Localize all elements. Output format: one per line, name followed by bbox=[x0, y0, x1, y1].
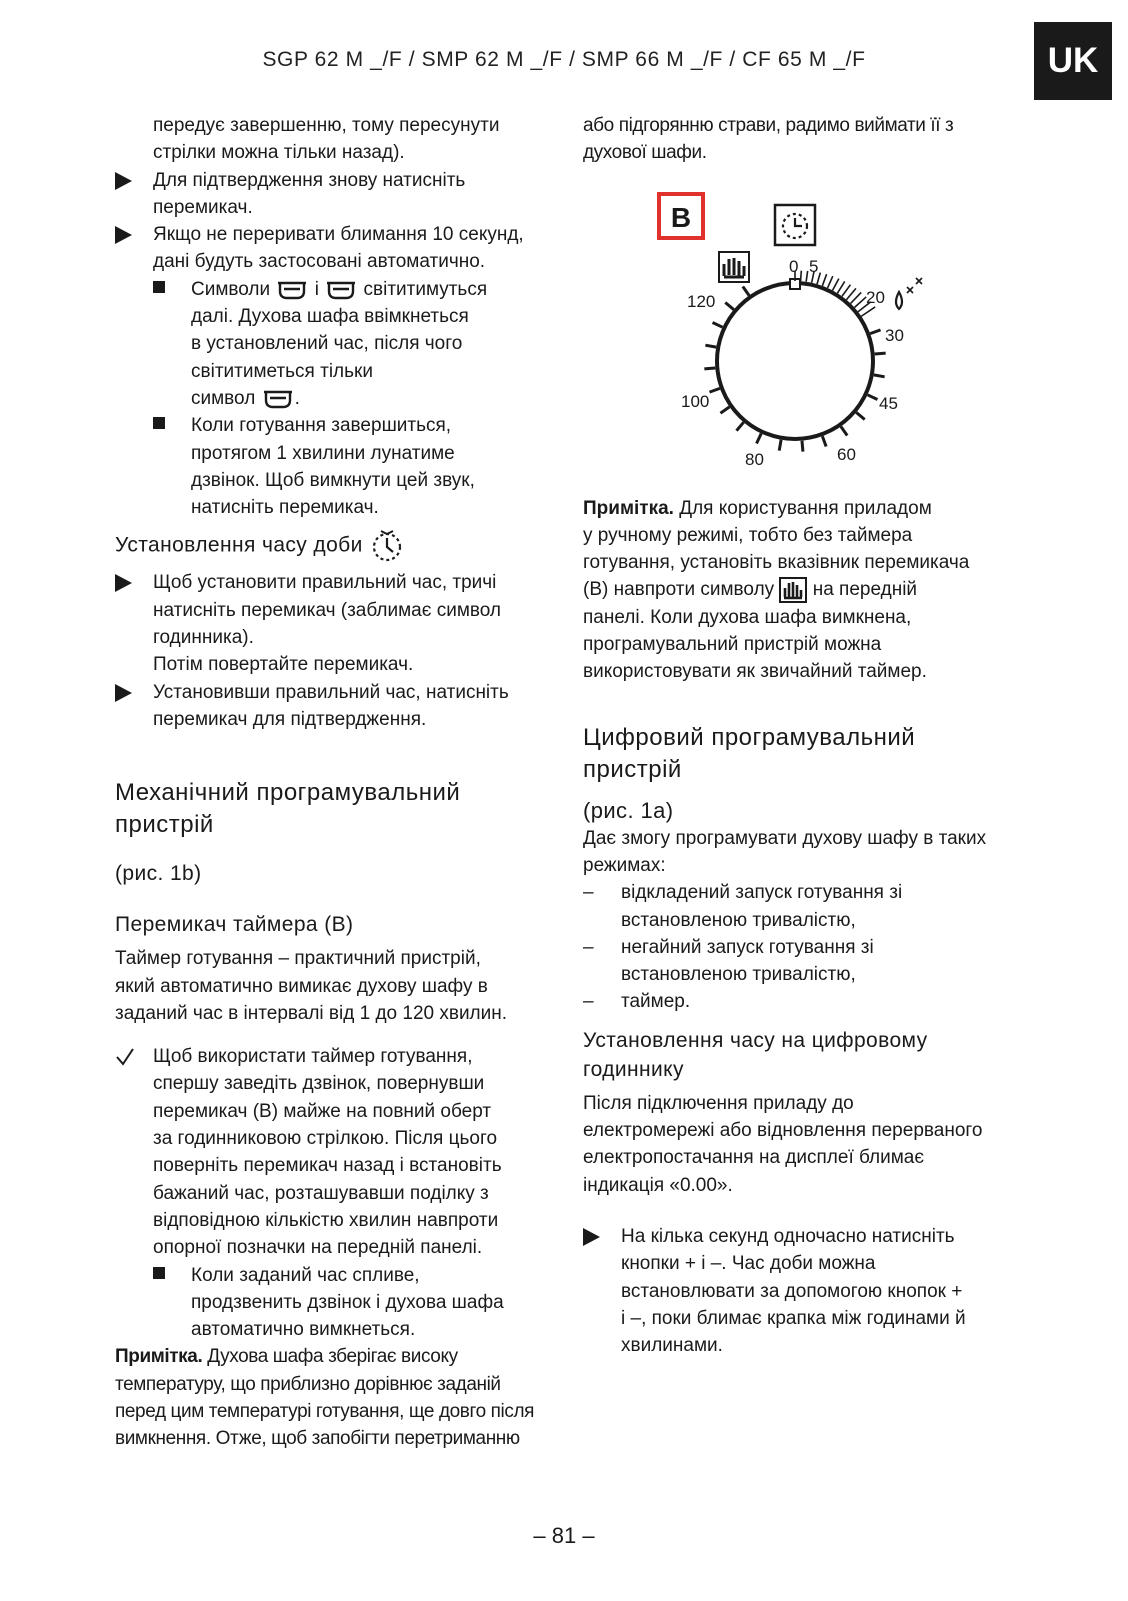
paragraph bbox=[583, 1090, 1023, 1199]
paragraph bbox=[583, 825, 1023, 880]
text-line: Коли готування завершиться, bbox=[191, 415, 452, 437]
text-line: Установивши правильний час, натисніть bbox=[153, 681, 509, 703]
note-paragraph bbox=[115, 1343, 555, 1452]
text-line bbox=[191, 385, 555, 412]
text-line: перемикач (B) майже на повний оберт bbox=[153, 1100, 492, 1122]
heading-text: Установлення часу на цифровому bbox=[583, 1028, 928, 1052]
dial-label: 45 bbox=[879, 393, 898, 413]
left-column bbox=[115, 112, 555, 1453]
text-line bbox=[583, 495, 1023, 522]
dial-tick bbox=[757, 433, 762, 443]
text-line: перемикач. bbox=[153, 196, 253, 218]
dial-tick bbox=[846, 288, 856, 299]
dial-tick bbox=[837, 281, 844, 293]
text-line: встановленою тривалістю, bbox=[621, 909, 856, 931]
dial-tick bbox=[779, 439, 781, 450]
text-line: який автоматично вимикає духову шафу в bbox=[115, 975, 488, 997]
text-span: Для користування приладом bbox=[679, 497, 932, 519]
note-label: Примітка. bbox=[115, 1346, 203, 1368]
heading-text: пристрій bbox=[115, 811, 214, 839]
text-line: передує завершенню, тому пересунути bbox=[153, 115, 500, 136]
cooking-pot-icon bbox=[261, 388, 295, 410]
section-heading-mechanical bbox=[115, 777, 555, 841]
dial-label: 20 bbox=[866, 287, 885, 307]
text-line: хвилинами. bbox=[621, 1335, 723, 1357]
header-models: SGP 62 M _/F / SMP 62 M _/F / SMP 66 M _/F / CF 65 M _/F bbox=[262, 48, 866, 71]
triangle-bullet-icon bbox=[115, 574, 132, 592]
text-span: Духова шафа зберігає високу bbox=[207, 1346, 458, 1368]
dial-tick bbox=[705, 345, 716, 347]
heading-text: Механічний програмувальний bbox=[115, 779, 461, 807]
text-line: Потім повертайте перемикач. bbox=[153, 654, 414, 676]
dial-tick bbox=[801, 270, 802, 280]
bullet-item bbox=[583, 1223, 1023, 1359]
text-line: Таймер готування – практичний пристрій, bbox=[115, 948, 481, 970]
manual-mode-hand-icon bbox=[719, 252, 749, 282]
text-span: . bbox=[294, 387, 300, 409]
dial-tick bbox=[874, 374, 885, 376]
section-heading-clock bbox=[583, 1026, 1023, 1084]
bullet-item bbox=[115, 569, 555, 678]
bullet-item bbox=[115, 221, 555, 276]
text-line: електропостачання на дисплеї блимає bbox=[583, 1147, 925, 1169]
dial-tick bbox=[870, 329, 880, 333]
dial-tick bbox=[713, 322, 723, 327]
square-bullet-icon bbox=[153, 1267, 165, 1279]
text-line: перед цим температурі готування, ще довго після bbox=[115, 1400, 535, 1422]
text-line: далі. Духова шафа ввімкнеться bbox=[191, 306, 469, 328]
dial-tick bbox=[868, 394, 878, 399]
bullet-item bbox=[115, 167, 555, 222]
dash-bullet: – bbox=[583, 991, 594, 1013]
dial-tick bbox=[802, 440, 803, 451]
text-line: дані будуть застосовані автоматично. bbox=[153, 251, 486, 273]
text-line: температуру, що приблизно дорівнює заданій bbox=[115, 1373, 501, 1395]
dial-label: 100 bbox=[681, 391, 710, 411]
text-line: електромережі або відновлення перерваного bbox=[583, 1120, 983, 1142]
cooking-pot-icon bbox=[275, 279, 309, 301]
dial-tick bbox=[828, 276, 833, 288]
section-heading-digital bbox=[583, 722, 1023, 786]
text-line: готування, установіть вказівник перемикача bbox=[583, 552, 970, 574]
heading-text: годиннику bbox=[583, 1057, 684, 1081]
dash-item bbox=[583, 879, 1023, 934]
dial-tick bbox=[725, 302, 733, 309]
dial-tick bbox=[709, 388, 719, 392]
text-line: кнопки + і –. Час доби можна bbox=[621, 1253, 876, 1275]
dial-tick bbox=[875, 353, 886, 354]
text-line: На кілька секунд одночасно натисніть bbox=[621, 1225, 955, 1247]
triangle-bullet-icon bbox=[583, 1228, 600, 1246]
dash-item bbox=[583, 988, 1023, 1015]
page-number: – 81 – bbox=[533, 1523, 595, 1548]
check-item bbox=[115, 1043, 555, 1261]
text-span: на передній bbox=[812, 579, 918, 601]
dial-ticks bbox=[704, 270, 885, 451]
dial-tick bbox=[856, 412, 864, 419]
cooking-pot-icon bbox=[324, 279, 358, 301]
dial-label: 5 bbox=[809, 256, 819, 276]
text-span: (B) навпроти символу bbox=[583, 579, 775, 601]
square-bullet-icon bbox=[153, 417, 165, 429]
sub-bullet-item bbox=[115, 276, 555, 412]
text-line: встановлювати за допомогою кнопок + bbox=[621, 1280, 963, 1302]
text-line: Щоб використати таймер готування, bbox=[153, 1046, 473, 1068]
heading-text: Цифровий програмувальний bbox=[583, 723, 916, 751]
text-line: таймер. bbox=[621, 991, 691, 1013]
text-line: вимкнення. Отже, щоб запобігти перетриманню bbox=[115, 1428, 520, 1450]
text-span: і bbox=[314, 278, 319, 300]
heading-text: Установлення часу доби bbox=[115, 534, 363, 557]
text-line: відкладений запуск готування зі bbox=[621, 882, 903, 904]
dial-tick bbox=[743, 286, 749, 295]
text-line: за годинниковою стрілкою. Після цього bbox=[153, 1128, 498, 1150]
text-line: встановленою тривалістю, bbox=[621, 964, 856, 986]
dial-tick bbox=[822, 436, 826, 446]
text-line: або підгорянню страви, радимо виймати її з bbox=[583, 115, 954, 136]
figure-ref: (рис. 1a) bbox=[583, 797, 674, 823]
figure-ref: (рис. 1b) bbox=[115, 862, 202, 886]
section-heading-time bbox=[115, 529, 555, 563]
triangle-bullet-icon bbox=[115, 172, 132, 190]
text-line: стрілки можна тільки назад). bbox=[153, 142, 405, 164]
text-line: натисніть перемикач. bbox=[191, 497, 379, 519]
text-line: духової шафи. bbox=[583, 142, 707, 164]
heading-text: пристрій bbox=[583, 755, 682, 783]
text-line: Якщо не переривати блимання 10 секунд, bbox=[153, 224, 524, 246]
text-line: Для підтвердження знову натисніть bbox=[153, 169, 466, 191]
dial-tick bbox=[720, 406, 729, 412]
figure-badge-label: B bbox=[670, 201, 692, 233]
checkmark-icon bbox=[115, 1046, 135, 1068]
text-line: спершу заведіть дзвінок, повернувши bbox=[153, 1073, 485, 1095]
dial-tick bbox=[704, 368, 715, 369]
text-span: символ bbox=[191, 387, 256, 409]
dash-item bbox=[583, 934, 1023, 989]
text-line: Дає змогу програмувати духову шафу в таких bbox=[583, 827, 987, 849]
sub-bullet-item bbox=[115, 1262, 555, 1344]
text-line: негайний запуск готування зі bbox=[621, 936, 874, 958]
dial-label: 120 bbox=[687, 291, 716, 311]
text-line: перемикач для підтвердження. bbox=[153, 708, 427, 730]
text-line: в установлений час, після чого bbox=[191, 333, 463, 355]
dial-tick bbox=[806, 271, 808, 282]
dial-label: 30 bbox=[885, 325, 904, 345]
text-line bbox=[191, 276, 555, 303]
dash-bullet: – bbox=[583, 936, 594, 958]
text-span: Символи bbox=[191, 278, 271, 300]
text-line: відповідною кількістю хвилин навпроти bbox=[153, 1209, 499, 1231]
square-bullet-icon bbox=[153, 281, 165, 293]
text-line: протягом 1 хвилини лунатиме bbox=[191, 442, 455, 464]
paragraph bbox=[115, 945, 555, 1027]
triangle-bullet-icon bbox=[115, 226, 132, 244]
note-label: Примітка. bbox=[583, 497, 674, 519]
triangle-bullet-icon bbox=[115, 684, 132, 702]
right-column bbox=[583, 112, 1023, 1359]
text-line: Коли заданий час спливе, bbox=[191, 1264, 420, 1286]
dial-tick bbox=[737, 422, 744, 430]
dial-label: 0 bbox=[789, 256, 799, 276]
dial-tick bbox=[841, 426, 847, 435]
timer-dial-figure bbox=[583, 177, 1023, 487]
manual-mode-hand-icon bbox=[779, 577, 807, 603]
text-line: у ручному режимі, тобто без таймера bbox=[583, 524, 913, 546]
sub-bullet-item bbox=[115, 412, 555, 521]
dial-label: 80 bbox=[745, 449, 764, 469]
dial-tick bbox=[833, 278, 839, 290]
text-line: бажаний час, розташувавши поділку з bbox=[153, 1182, 489, 1204]
dial-label: 60 bbox=[837, 444, 856, 464]
text-line: дзвінок. Щоб вимкнути цей звук, bbox=[191, 469, 475, 491]
language-badge: UK bbox=[1034, 22, 1112, 100]
dial-tick bbox=[842, 284, 850, 296]
dial-ring bbox=[717, 283, 873, 439]
text-line: натисніть перемикач (заблимає символ bbox=[153, 599, 502, 621]
bullet-item bbox=[115, 679, 555, 734]
text-line: панелі. Коли духова шафа вимкнена, bbox=[583, 606, 912, 628]
text-line: індикація «0.00». bbox=[583, 1174, 733, 1196]
section-heading-timer: Перемикач таймера (B) bbox=[115, 913, 354, 937]
clock-icon bbox=[369, 529, 405, 563]
text-line: режимах: bbox=[583, 854, 666, 876]
dash-bullet: – bbox=[583, 882, 594, 904]
text-line: світитиметься тільки bbox=[191, 360, 373, 382]
text-line: продзвенить дзвінок і духова шафа bbox=[191, 1291, 504, 1313]
text-line: поверніть перемикач назад і встановіть bbox=[153, 1155, 502, 1177]
note-paragraph bbox=[583, 495, 1023, 686]
text-line bbox=[583, 576, 1023, 603]
text-line: опорної позначки на передній панелі. bbox=[153, 1237, 483, 1259]
text-line: Після підключення приладу до bbox=[583, 1092, 854, 1114]
text-line: заданий час в інтервалі від 1 до 120 хвилин. bbox=[115, 1002, 508, 1024]
text-span: світитимуться bbox=[363, 278, 488, 300]
text-line: програмувальний пристрій можна bbox=[583, 634, 882, 656]
text-line: Щоб установити правильний час, тричі bbox=[153, 572, 497, 594]
paragraph bbox=[583, 112, 1023, 167]
text-line: годинника). bbox=[153, 627, 254, 649]
text-line: автоматично вимкнеться. bbox=[191, 1319, 416, 1341]
text-line bbox=[115, 1343, 555, 1370]
timer-clock-icon bbox=[775, 205, 815, 245]
text-line: використовувати як звичайний таймер. bbox=[583, 661, 927, 683]
steam-drop-icon bbox=[896, 278, 922, 309]
dial-tick bbox=[822, 274, 826, 286]
text-line: і –, поки блимає крапка між годинами й bbox=[621, 1307, 966, 1329]
